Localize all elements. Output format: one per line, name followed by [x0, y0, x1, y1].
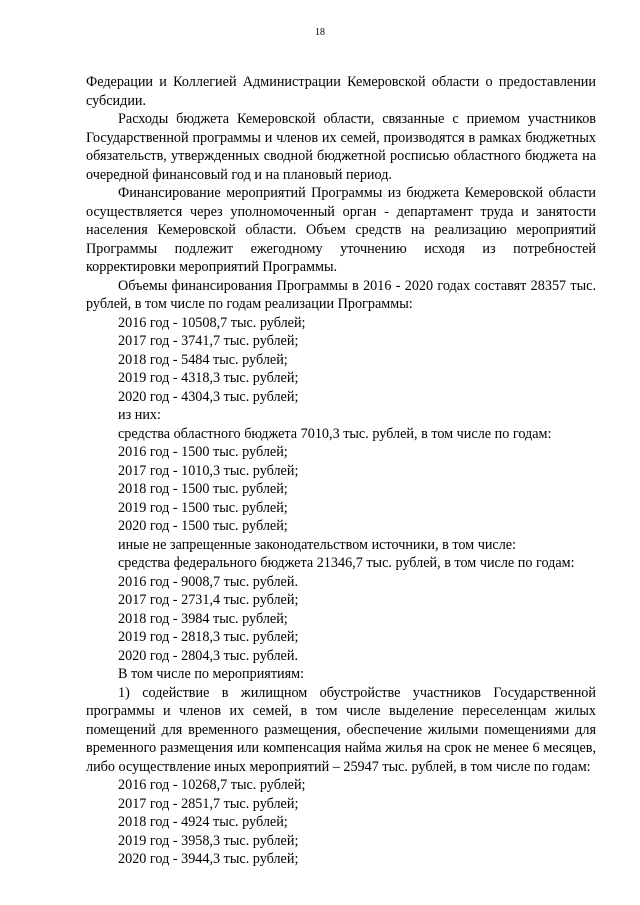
list-item: 2020 год - 1500 тыс. рублей; [118, 518, 288, 534]
list-item: 2016 год - 1500 тыс. рублей; [118, 444, 288, 460]
list-item: 2016 год - 9008,7 тыс. рублей. [118, 573, 298, 590]
activity1-by-year-list [86, 776, 596, 869]
page-number: 18 [315, 27, 325, 38]
paragraph-funding-volume: Объемы финансирования Программы в 2016 - 2020 годах составят 28357 тыс. рублей, в том числе по годам реализации Программы: [86, 277, 596, 312]
regional-by-year-list [86, 443, 596, 536]
regional-budget-intro: средства областного бюджета 7010,3 тыс. рублей, в том числе по годам: [118, 425, 552, 442]
list-item: 2019 год - 3958,3 тыс. рублей; [118, 832, 299, 849]
of-them-label: из них: [118, 407, 161, 423]
list-item: 2017 год - 3741,7 тыс. рублей; [118, 333, 299, 349]
list-item: 2020 год - 2804,3 тыс. рублей. [118, 647, 298, 664]
list-item: 2019 год - 1500 тыс. рублей; [118, 499, 288, 516]
other-sources-label: иные не запрещенные законодательством источники, в том числе: [118, 536, 517, 553]
total-by-year-list [86, 314, 596, 407]
list-item: 2018 год - 5484 тыс. рублей; [118, 351, 288, 368]
paragraph-federation: Федерации и Коллегией Администрации Кемеровской области о предоставлении субсидии. [86, 74, 596, 109]
list-item: 2017 год - 1010,3 тыс. рублей; [118, 462, 299, 479]
paragraph-budget-expenses: Расходы бюджета Кемеровской области, связанные с приемом участников Государственной программы и членов их семей, производятся в рамках бюджетных обязательств, утвержденных сводной бюджетной росписью областного бюджета на очередной финансовый год и на плановый период. [86, 111, 596, 183]
list-item: 2020 год - 4304,3 тыс. рублей; [118, 388, 299, 405]
list-item: 2019 год - 2818,3 тыс. рублей; [118, 629, 299, 645]
document-body [86, 73, 596, 869]
list-item: 2017 год - 2731,4 тыс. рублей; [118, 592, 299, 608]
list-item: 2018 год - 4924 тыс. рублей; [118, 814, 288, 830]
list-item: 2020 год - 3944,3 тыс. рублей; [118, 851, 299, 867]
list-item: 2016 год - 10508,7 тыс. рублей; [118, 314, 306, 331]
federal-by-year-list [86, 573, 596, 666]
list-item: 2019 год - 4318,3 тыс. рублей; [118, 370, 299, 386]
list-item: 2018 год - 1500 тыс. рублей; [118, 481, 288, 497]
list-item: 2017 год - 2851,7 тыс. рублей; [118, 795, 299, 812]
list-item: 2018 год - 3984 тыс. рублей; [118, 610, 288, 627]
federal-budget-intro: средства федерального бюджета 21346,7 тыс. рублей, в том числе по годам: [118, 555, 575, 571]
by-activities-label: В том числе по мероприятиям: [118, 666, 305, 682]
activity-1-paragraph: 1) содействие в жилищном обустройстве участников Государственной программы и членов их семей, в том числе выделение переселенцам жилых помещений для временного размещения, обеспечение жилыми помещениями для временного размещения или компенсация найма жилья на срок не менее 6 месяцев, либо осуществление иных мероприятий – 25947 тыс. рублей, в том числе по годам: [86, 684, 596, 775]
list-item: 2016 год - 10268,7 тыс. рублей; [118, 777, 306, 793]
paragraph-financing: Финансирование мероприятий Программы из бюджета Кемеровской области осуществляется через уполномоченный орган - департамент труда и занятости населения Кемеровской области. Объем средств на реализацию мероприятий Программы подлежит ежегодному уточнению исходя из потребностей корректировки мероприятий Программы. [86, 185, 596, 275]
